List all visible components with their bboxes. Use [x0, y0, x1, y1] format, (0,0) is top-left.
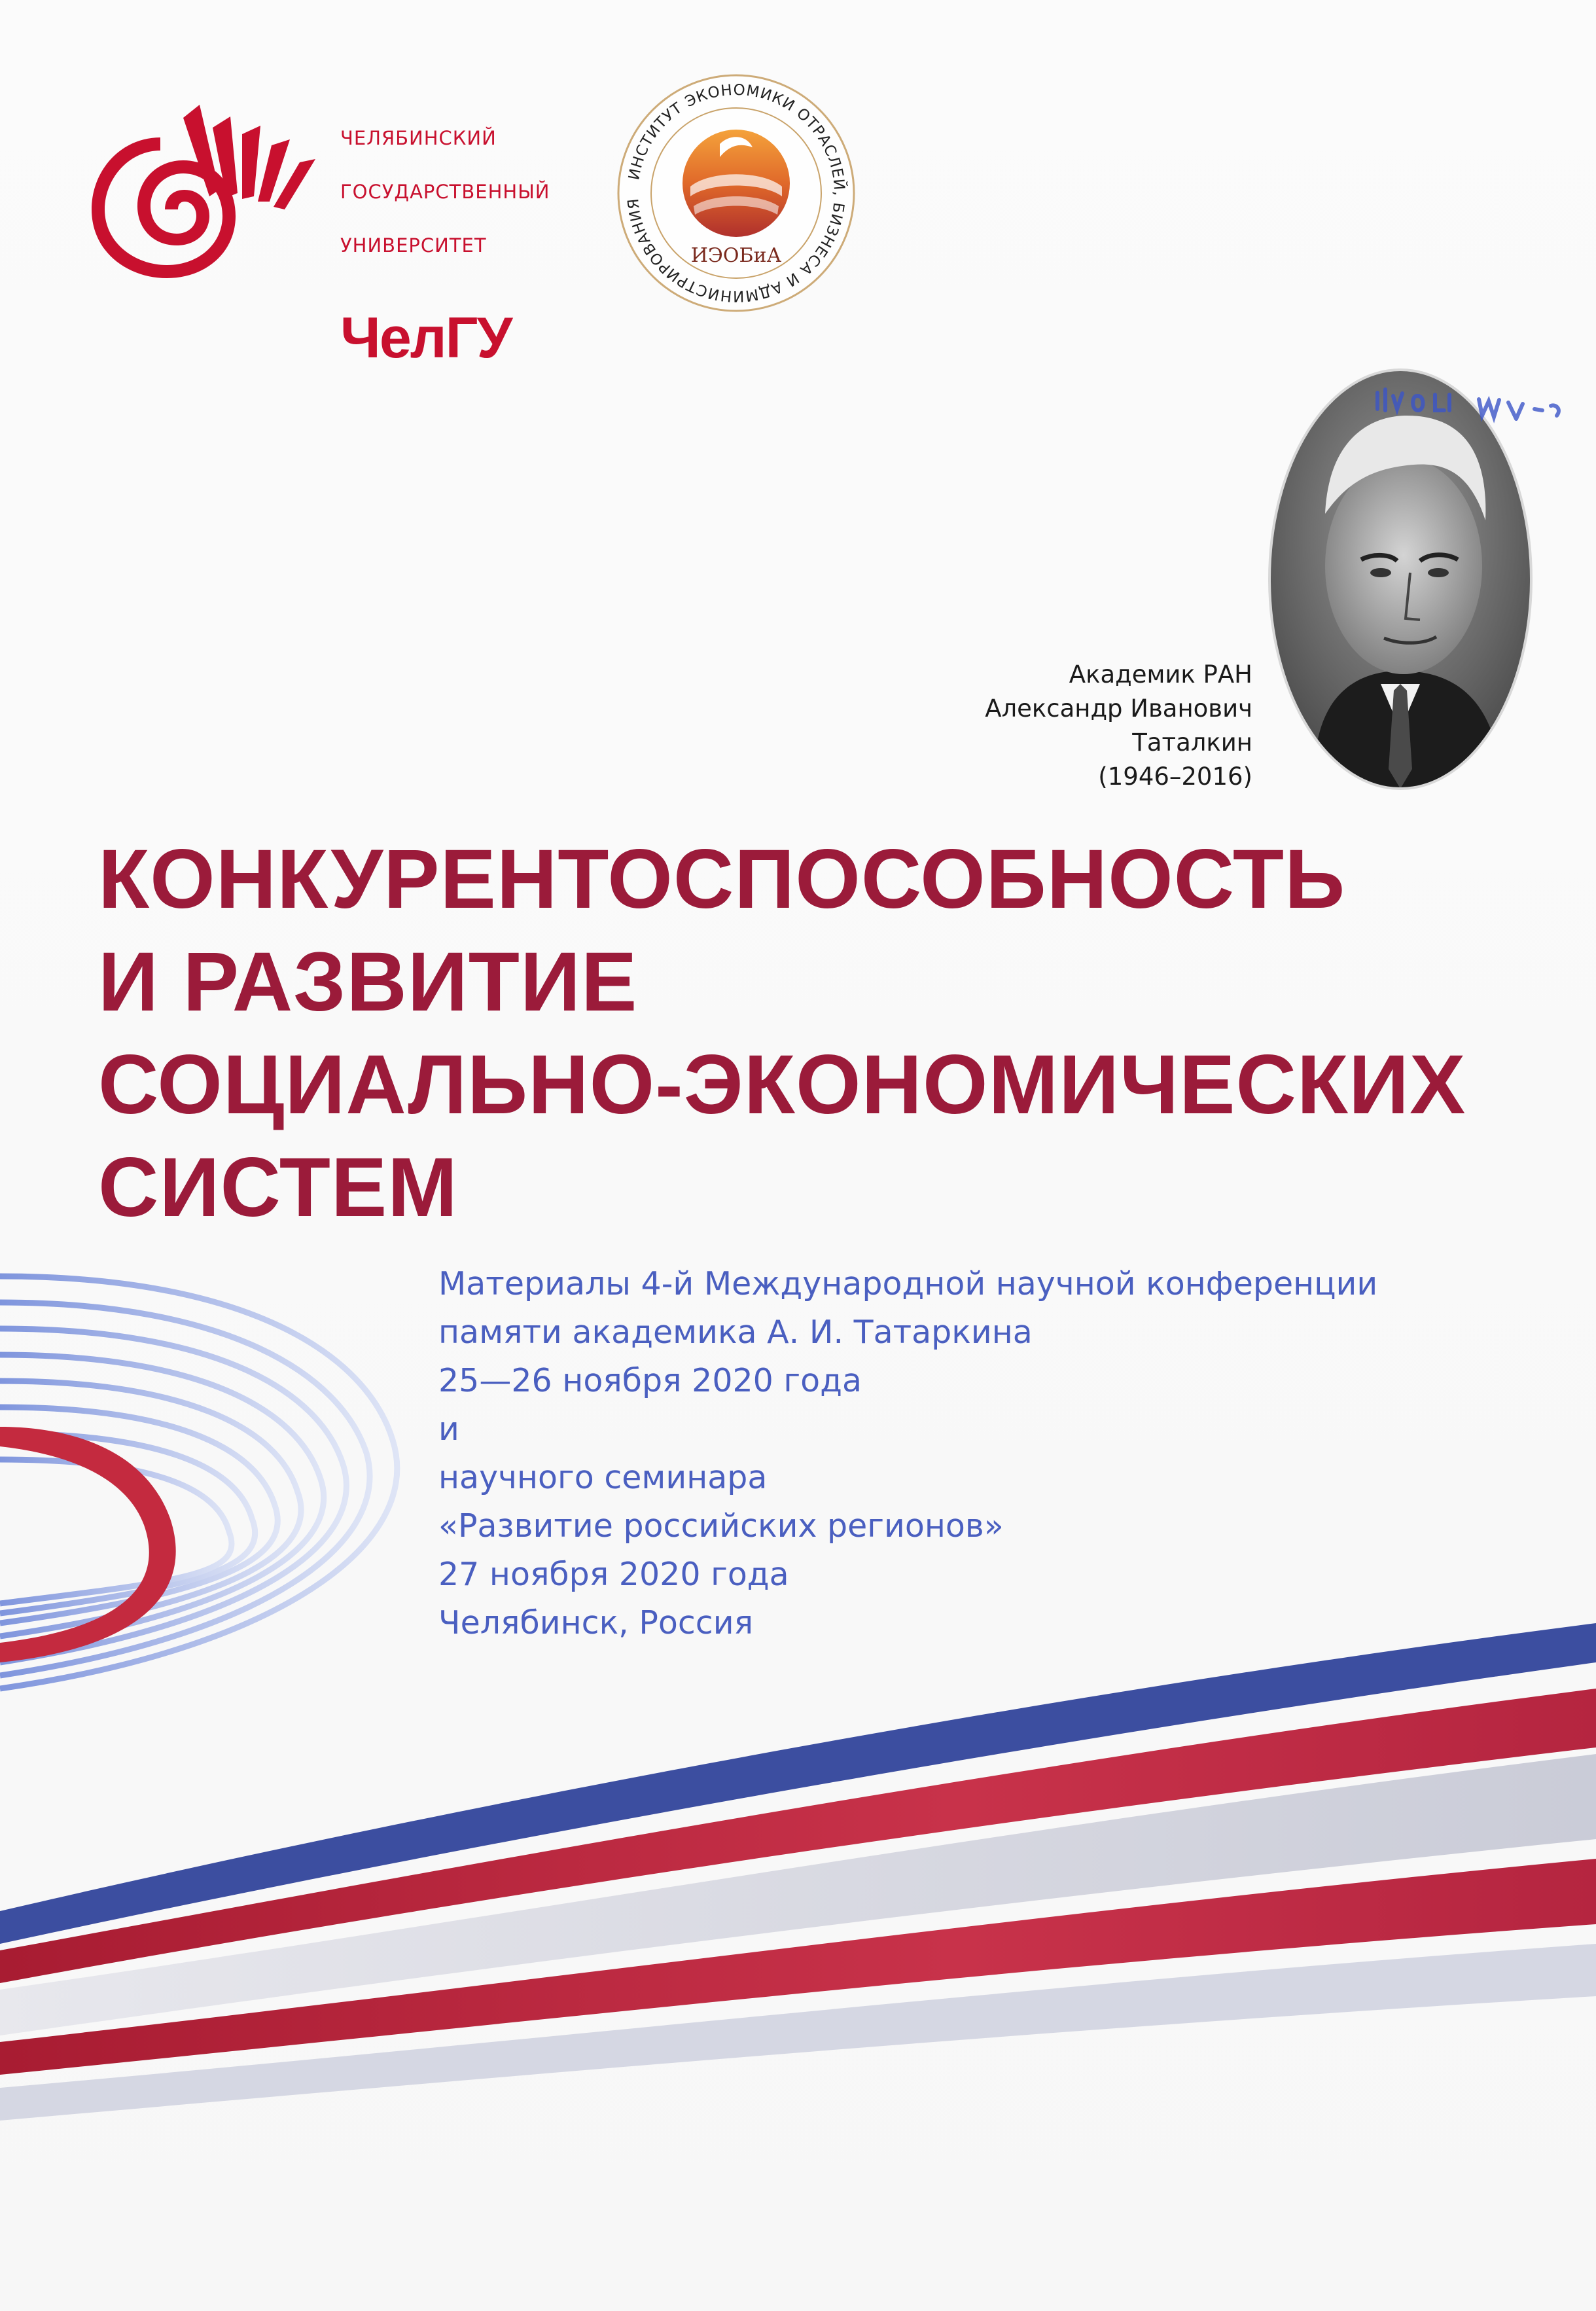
conference-description-line: Челябинск, Россия — [438, 1604, 754, 1641]
portrait-caption — [985, 658, 1252, 794]
conference-description-line: Материалы 4-й Международной научной конференции — [438, 1265, 1378, 1302]
conference-description — [438, 1260, 1377, 1647]
university-block — [340, 98, 576, 371]
portrait-caption-line: (1946–2016) — [1098, 762, 1252, 791]
conference-description-line: «Развитие российских регионов» — [438, 1507, 1004, 1545]
conference-description-line: 27 ноября 2020 года — [438, 1556, 789, 1593]
book-title-line: СИСТЕМ — [98, 1141, 458, 1234]
portrait-caption-line: Академик РАН — [1069, 660, 1252, 689]
university-name-line: УНИВЕРСИТЕТ — [340, 234, 487, 257]
university-name-line: ЧЕЛЯБИНСКИЙ — [340, 127, 497, 149]
library-stamp-mark — [1371, 370, 1587, 448]
university-name-line: ГОСУДАРСТВЕННЫЙ — [340, 181, 550, 203]
institute-seal-icon — [609, 65, 864, 321]
university-name — [340, 98, 576, 286]
conference-description-line: памяти академика А. И. Татаркина — [438, 1314, 1033, 1351]
book-title-line: И РАЗВИТИЕ — [98, 935, 638, 1029]
conference-description-line: научного семинара — [438, 1459, 768, 1496]
conference-description-line: и — [438, 1410, 459, 1448]
conference-description-line: 25—26 ноября 2020 года — [438, 1362, 862, 1399]
portrait-caption-line: Таталкин — [1132, 728, 1252, 757]
university-abbreviation: ЧелГУ — [340, 305, 512, 370]
book-title — [98, 828, 1466, 1239]
portrait-caption-line: Александр Иванович — [985, 694, 1252, 723]
book-title-line: СОЦИАЛЬНО-ЭКОНОМИЧЕСКИХ — [98, 1038, 1466, 1132]
institute-seal-ring-text: ИНСТИТУТ ЭКОНОМИКИ ОТРАСЛЕЙ, БИЗНЕСА И АДМИНИСТРИРОВАНИЯ — [625, 81, 848, 305]
chelgu-logo-icon — [85, 98, 321, 288]
book-title-line: КОНКУРЕНТОСПОСОБНОСТЬ — [98, 833, 1346, 926]
institute-seal-label: ИЭОБиА — [690, 244, 782, 267]
